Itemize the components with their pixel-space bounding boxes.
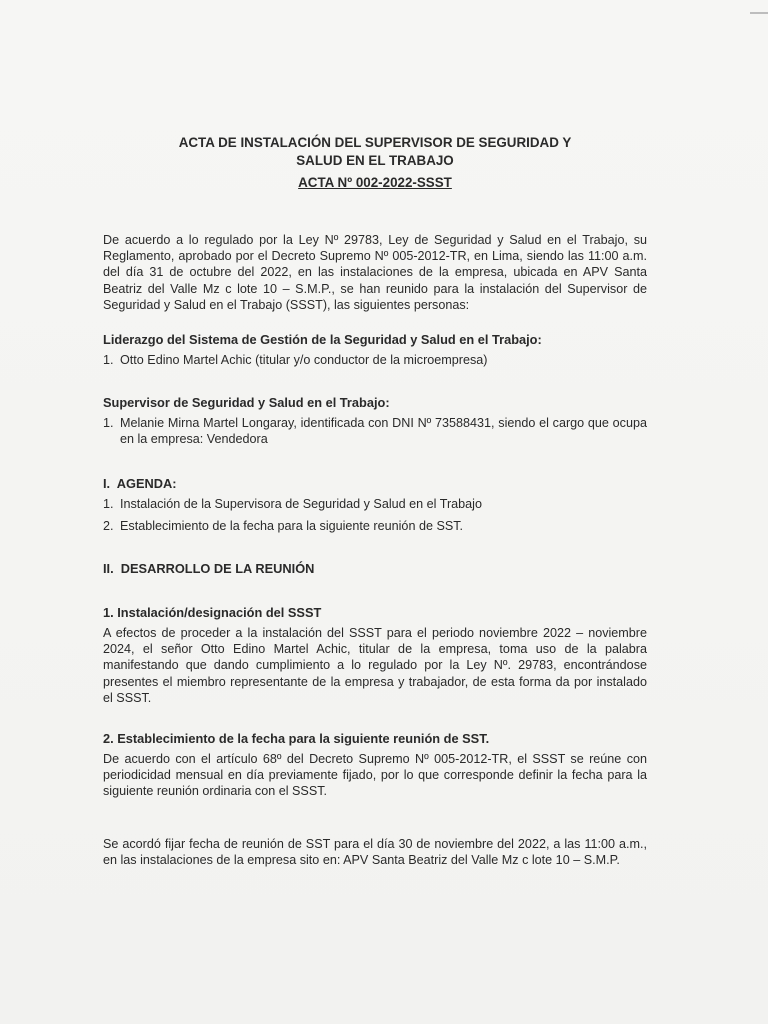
title-line-2: SALUD EN EL TRABAJO xyxy=(296,153,454,168)
list-item xyxy=(103,496,647,512)
intro-paragraph: De acuerdo a lo regulado por la Ley Nº 29783, Ley de Seguridad y Salud en el Trabajo, su Reglamento, aprobado por el Decreto Supremo Nº 005-2012-TR, en Lima, siendo las 11:00 a.m. del día 31 de octubre del 2022, en las instalaciones de la empresa, ubicada en APV Santa Beatriz del Valle Mz c lote 10 – S.M.P., se han reunido para la instalación del Supervisor de Seguridad y Salud en el Trabajo (SSST), las siguientes personas: xyxy=(103,233,647,312)
acta-number: ACTA Nº 002-2022-SSST xyxy=(298,175,452,190)
list-text: Establecimiento de la fecha para la siguiente reunión de SST. xyxy=(120,518,464,533)
supervisor-heading: Supervisor de Seguridad y Salud en el Trabajo: xyxy=(103,395,390,411)
section-2-text: De acuerdo con el artículo 68º del Decreto Supremo Nº 005-2012-TR, el SSST se reúne con periodicidad mensual en día previamente fijado, por lo que corresponde definir la fecha para la siguiente reunión ordinaria con el SSST. xyxy=(103,752,647,799)
final-paragraph: Se acordó fijar fecha de reunión de SST para el día 30 de noviembre del 2022, a las 11:00 a.m., en las instalaciones de la empresa sito en: APV Santa Beatriz del Valle Mz c lote 10 – S.M.P. xyxy=(103,836,647,867)
list-number: 1. xyxy=(103,353,114,368)
list-text: Instalación de la Supervisora de Seguridad y Salud en el Trabajo xyxy=(120,496,482,511)
title-line-1: ACTA DE INSTALACIÓN DEL SUPERVISOR DE SEGURIDAD Y xyxy=(178,135,572,150)
document-body xyxy=(103,134,647,868)
scan-artifact xyxy=(750,12,768,14)
agenda-heading: I. AGENDA: xyxy=(103,475,177,491)
list-number: 1. xyxy=(103,496,114,511)
section-2-heading: 2. Establecimiento de la fecha para la siguiente reunión de SST. xyxy=(103,731,490,747)
list-text: Otto Edino Martel Achic (titular y/o conductor de la microempresa) xyxy=(120,353,488,368)
document-title xyxy=(103,134,647,170)
list-text: Melanie Mirna Martel Longaray, identificada con DNI Nº 73588431, siendo el cargo que ocupa en la empresa: Vendedora xyxy=(120,416,647,447)
list-item xyxy=(103,352,647,368)
development-heading: II. DESARROLLO DE LA REUNIÓN xyxy=(103,561,315,577)
list-number: 2. xyxy=(103,518,114,533)
list-item xyxy=(103,518,647,534)
list-number: 1. xyxy=(103,416,114,431)
list-item xyxy=(103,415,647,447)
leadership-heading: Liderazgo del Sistema de Gestión de la Seguridad y Salud en el Trabajo: xyxy=(103,332,542,348)
section-1-text: A efectos de proceder a la instalación del SSST para el periodo noviembre 2022 – noviembre 2024, el señor Otto Edino Martel Achic, titular de la empresa, toma uso de la palabra manifestando que dando cumplimiento a lo regulado por la Ley Nº. 29783, encontrándose presentes el miembro representante de la empresa y trabajador, de esta forma da por instalado el SSST. xyxy=(103,626,647,705)
section-1-heading: 1. Instalación/designación del SSST xyxy=(103,605,322,621)
